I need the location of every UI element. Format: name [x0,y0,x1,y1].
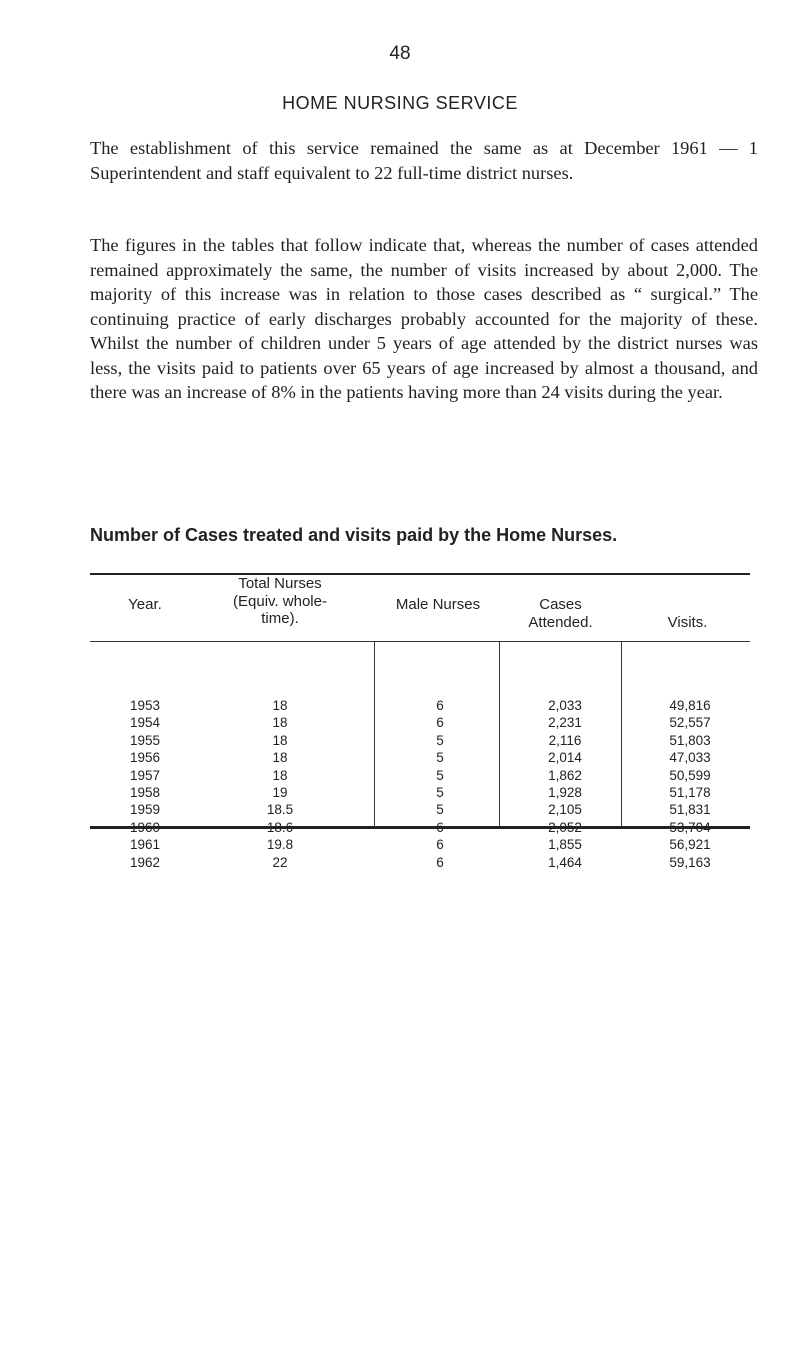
cell-total-nurses: 18.6 [266,819,294,835]
cell-male-nurses: 5 [436,802,444,818]
cell-total-nurses: 18 [272,698,288,713]
cell-visits: 51,831 [669,802,711,818]
cell-male-nurses: 6 [436,715,444,731]
header-cases-attended [503,596,618,631]
cell-visits: 56,921 [669,837,711,853]
cell-visits: 49,816 [669,698,711,713]
cell-cases-attended: 2,116 [548,732,582,748]
header-total-nurses-line: (Equiv. whole- [233,592,327,610]
column-divider [374,641,375,827]
cell-year: 1959 [129,802,161,818]
cell-year: 1954 [129,715,161,731]
cell-male-nurses: 6 [436,837,444,853]
table-top-rule [90,573,750,575]
cell-male-nurses: 5 [436,785,444,800]
paragraph-establishment: The establishment of this service remained the same as at December 1961 — 1 Superintendent and staff equivalent to 22 full-time district nurses. [90,138,758,183]
header-cases-line: Cases [539,596,582,613]
header-total-nurses [200,575,360,628]
section-title: HOME NURSING SERVICE [282,93,518,113]
cell-year: 1962 [129,854,161,870]
cell-visits: 50,599 [669,767,711,783]
cell-male-nurses: 5 [436,750,444,766]
cell-male-nurses: 6 [436,819,444,835]
cell-year: 1955 [129,732,161,748]
cell-cases-attended: 2,231 [548,715,582,731]
cell-cases-attended: 1,928 [548,785,582,800]
cell-visits: 51,178 [669,785,711,800]
paragraph-figures: The figures in the tables that follow indicate that, whereas the number of cases attended remained approximately the same, the number of visits increased by about 2,000. The majority of this increase was in relation to those cases described as “ surgical.” The continuing practice of early discharges probably accounted for the majority of these. Whilst the number of children under 5 years of age attended by the district nurses was less, the visits paid to patients over 65 years of age increased by almost a thousand, and there was an increase of 8% in the patients having more than 24 visits during the year. [90,235,758,402]
header-total-nurses-line: Total Nurses [238,575,322,592]
cell-cases-attended: 2,033 [548,698,582,713]
cell-cases-attended: 2,052 [548,819,582,835]
cell-year: 1960 [129,819,161,835]
cell-visits: 51,803 [669,732,711,748]
cell-total-nurses: 19.8 [266,837,294,853]
column-divider [621,641,622,827]
header-cases-line: Attended. [528,613,593,631]
header-visits: Visits. [667,614,708,631]
cell-male-nurses: 5 [436,732,444,748]
column-divider [499,641,500,827]
cell-male-nurses: 6 [436,854,444,870]
cell-year: 1956 [129,750,161,766]
cell-cases-attended: 1,464 [548,854,582,870]
header-male-nurses: Male Nurses [395,596,481,613]
cell-visits: 47,033 [669,750,711,766]
cell-male-nurses: 5 [436,767,444,783]
cell-cases-attended: 2,105 [548,802,582,818]
cell-total-nurses: 18 [272,767,288,783]
cell-total-nurses: 18 [272,732,288,748]
cell-year: 1957 [129,767,161,783]
cell-cases-attended: 2,014 [548,750,582,766]
cell-male-nurses: 6 [436,698,444,713]
cell-total-nurses: 19 [272,785,288,800]
header-total-nurses-line: time). [261,610,299,627]
cell-visits: 52,557 [669,715,711,731]
page-number: 48 [389,43,411,64]
header-year: Year. [128,596,162,613]
cell-total-nurses: 18 [272,750,288,766]
cell-year: 1953 [129,698,161,713]
cell-visits: 59,163 [669,854,711,870]
cell-cases-attended: 1,862 [548,767,582,783]
cell-year: 1958 [129,785,161,800]
cell-total-nurses: 18 [272,715,288,731]
cell-cases-attended: 1,855 [548,837,582,853]
cell-total-nurses: 22 [272,854,288,870]
cell-year: 1961 [129,837,161,853]
table-title: Number of Cases treated and visits paid by the Home Nurses. [90,525,618,545]
table-header-rule [90,641,750,642]
cell-visits: 53,704 [669,819,711,835]
cell-total-nurses: 18.5 [266,802,294,818]
